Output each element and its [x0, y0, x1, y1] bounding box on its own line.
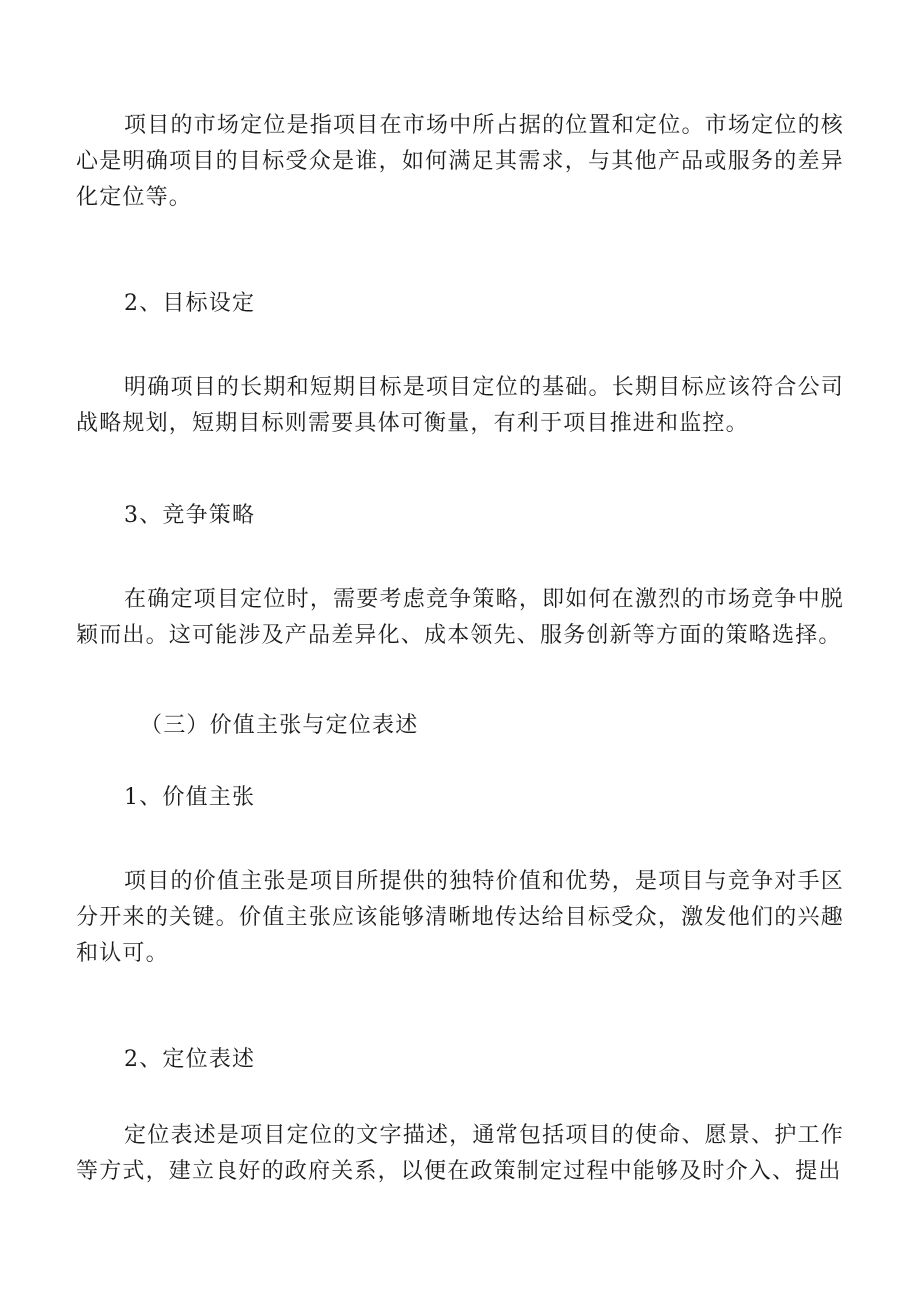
section-heading-value-proposition: （三）价值主张与定位表述	[140, 713, 419, 738]
paragraph-positioning-statement: 定位表述是项目定位的文字描述，通常包括项目的使命、愿景、护工作等方式，建立良好的政府关系，以便在政策制定过程中能够及时介入、提出	[76, 1123, 844, 1184]
paragraph-value-proposition: 项目的价值主张是项目所提供的独特价值和优势，是项目与竞争对手区分开来的关键。价值主张应该能够清晰地传达给目标受众，激发他们的兴趣和认可。	[76, 869, 844, 966]
heading-positioning-statement: 2、定位表述	[124, 1047, 256, 1072]
paragraph-market-positioning: 项目的市场定位是指项目在市场中所占据的位置和定位。市场定位的核心是明确项目的目标受众是谁，如何满足其需求，与其他产品或服务的差异化定位等。	[76, 113, 844, 210]
paragraph-goal-setting: 明确项目的长期和短期目标是项目定位的基础。长期目标应该符合公司战略规划，短期目标则需要具体可衡量，有利于项目推进和监控。	[76, 375, 844, 436]
heading-competition-strategy: 3、竞争策略	[124, 503, 256, 528]
heading-value-proposition: 1、价值主张	[124, 785, 256, 810]
heading-goal-setting: 2、目标设定	[124, 291, 256, 316]
paragraph-competition-strategy: 在确定项目定位时，需要考虑竞争策略，即如何在激烈的市场竞争中脱颖而出。这可能涉及产品差异化、成本领先、服务创新等方面的策略选择。	[76, 587, 844, 648]
